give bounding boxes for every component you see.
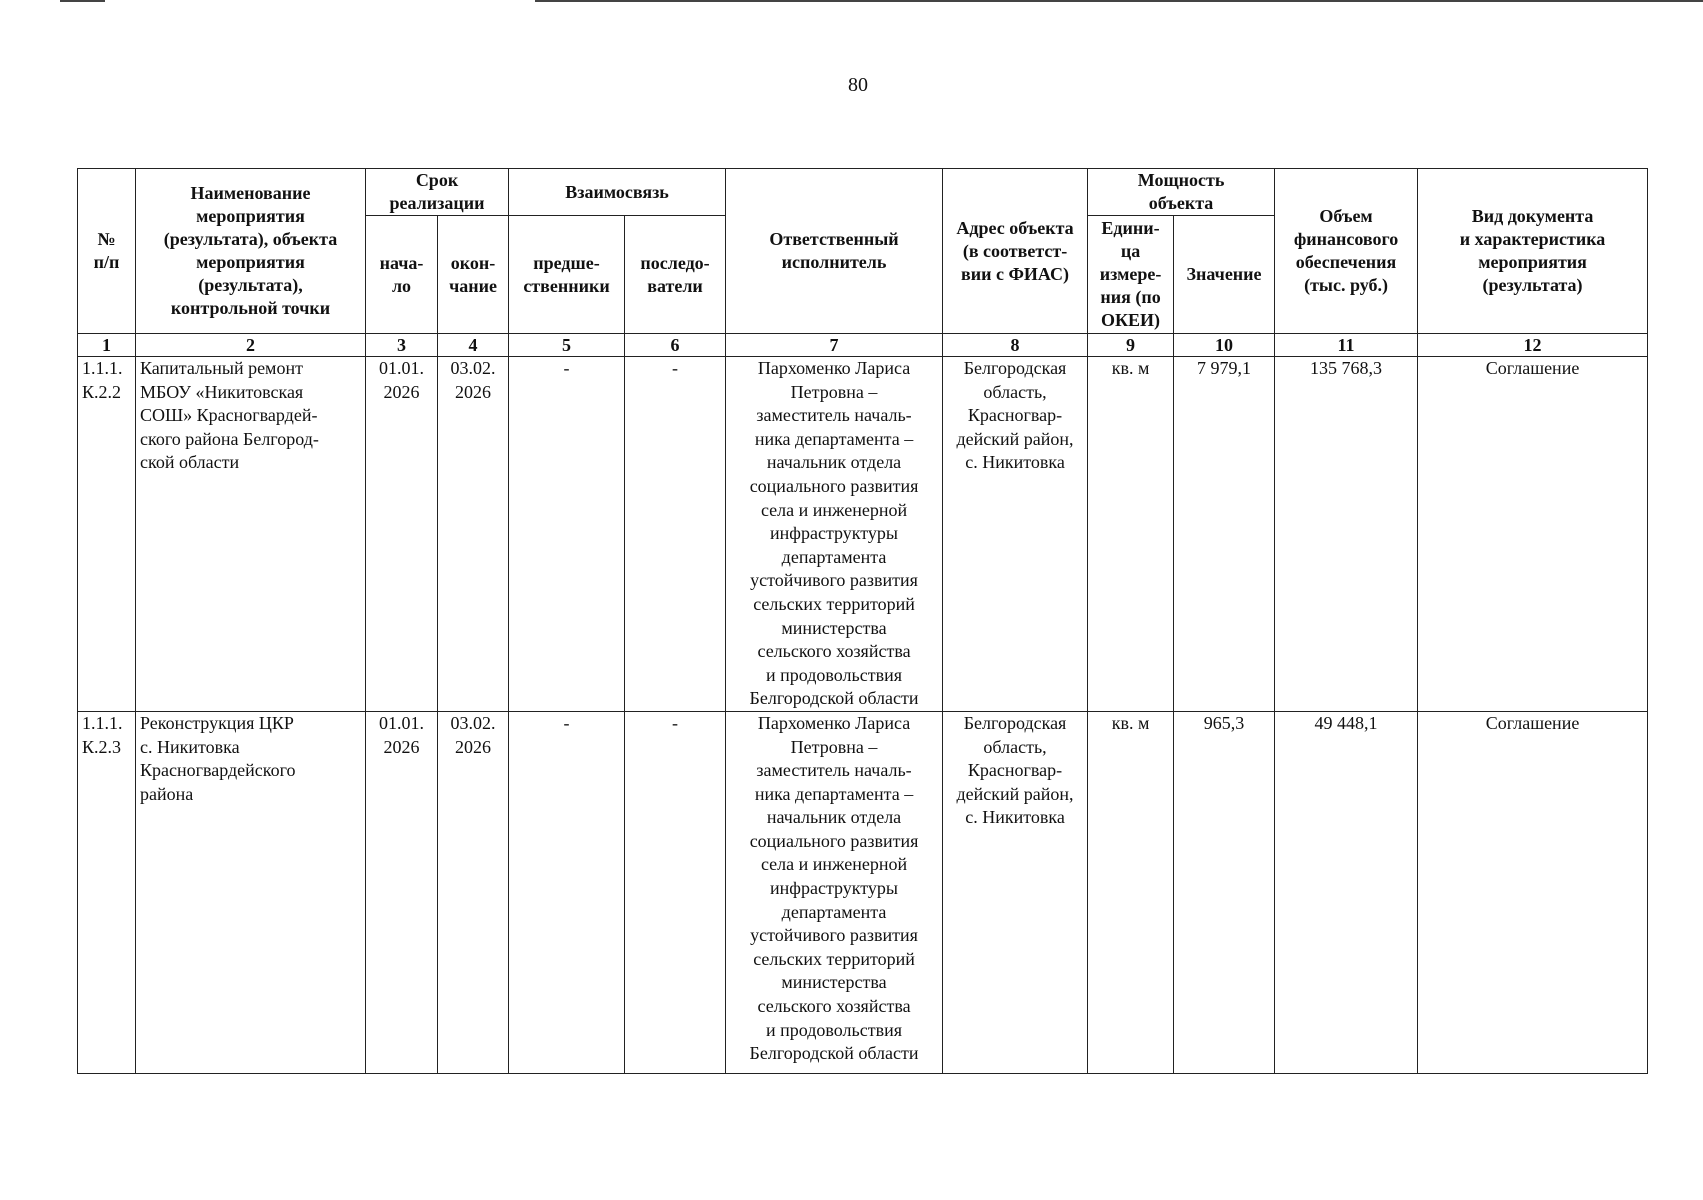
implementation-plan-table xyxy=(77,168,1648,1074)
header-finance: Объем финансового обеспечения (тыс. руб.) xyxy=(1275,169,1418,334)
header-term-start: нача- ло xyxy=(366,216,438,334)
header-num: № п/п xyxy=(78,169,136,334)
column-number: 4 xyxy=(438,334,509,357)
header-term-end: окон- чание xyxy=(438,216,509,334)
end-date: 03.02. 2026 xyxy=(438,711,509,1073)
column-number: 11 xyxy=(1275,334,1418,357)
column-number: 12 xyxy=(1418,334,1648,357)
object-address: Белгородская область, Красногвар- дейский район, с. Никитовка xyxy=(943,711,1088,1073)
column-number: 6 xyxy=(625,334,726,357)
table-row xyxy=(78,357,1648,712)
header-capacity-unit: Едини- ца измере- ния (по ОКЕИ) xyxy=(1088,216,1174,334)
row-number: 1.1.1. К.2.2 xyxy=(78,357,136,712)
document-type: Соглашение xyxy=(1418,357,1648,712)
responsible-executor: Пархоменко Лариса Петровна – заместитель началь- ника департамента – начальник отдела социального развития села и инженерной инфраструктуры департамента устойчивого развития сельских территорий министерства сельского хозяйства и продовольствия Белгородской области xyxy=(726,711,943,1073)
header-link-next: последо- ватели xyxy=(625,216,726,334)
header-name: Наименование мероприятия (результата), объекта мероприятия (результата), контрольной точки xyxy=(136,169,366,334)
responsible-executor: Пархоменко Лариса Петровна – заместитель началь- ника департамента – начальник отдела социального развития села и инженерной инфраструктуры департамента устойчивого развития сельских территорий министерства сельского хозяйства и продовольствия Белгородской области xyxy=(726,357,943,712)
capacity-unit: кв. м xyxy=(1088,711,1174,1073)
page-number: 80 xyxy=(848,74,868,96)
header-capacity-value: Значение xyxy=(1174,216,1275,334)
top-rule-right xyxy=(535,0,1703,2)
column-number: 1 xyxy=(78,334,136,357)
column-number: 10 xyxy=(1174,334,1275,357)
document-type: Соглашение xyxy=(1418,711,1648,1073)
capacity-value: 7 979,1 xyxy=(1174,357,1275,712)
finance-amount: 49 448,1 xyxy=(1275,711,1418,1073)
column-number: 9 xyxy=(1088,334,1174,357)
column-number: 7 xyxy=(726,334,943,357)
column-number: 3 xyxy=(366,334,438,357)
column-number: 8 xyxy=(943,334,1088,357)
predecessors: - xyxy=(509,711,625,1073)
column-number: 5 xyxy=(509,334,625,357)
start-date: 01.01. 2026 xyxy=(366,357,438,712)
column-number: 2 xyxy=(136,334,366,357)
successors: - xyxy=(625,711,726,1073)
successors: - xyxy=(625,357,726,712)
activity-name: Капитальный ремонт МБОУ «Никитовская СОШ» Красногвардей- ского района Белгород- ской области xyxy=(136,357,366,712)
header-document: Вид документа и характеристика мероприятия (результата) xyxy=(1418,169,1648,334)
table-row xyxy=(78,711,1648,1073)
end-date: 03.02. 2026 xyxy=(438,357,509,712)
header-capacity: Мощность объекта xyxy=(1088,169,1275,216)
capacity-value: 965,3 xyxy=(1174,711,1275,1073)
row-number: 1.1.1. К.2.3 xyxy=(78,711,136,1073)
predecessors: - xyxy=(509,357,625,712)
finance-amount: 135 768,3 xyxy=(1275,357,1418,712)
header-link-prev: предше- ственники xyxy=(509,216,625,334)
capacity-unit: кв. м xyxy=(1088,357,1174,712)
top-rule-left xyxy=(60,0,105,2)
activity-name: Реконструкция ЦКР с. Никитовка Красногвардейского района xyxy=(136,711,366,1073)
object-address: Белгородская область, Красногвар- дейский район, с. Никитовка xyxy=(943,357,1088,712)
header-responsible: Ответственный исполнитель xyxy=(726,169,943,334)
header-address: Адрес объекта (в соответст- вии с ФИАС) xyxy=(943,169,1088,334)
header-term: Срок реализации xyxy=(366,169,509,216)
header-link: Взаимосвязь xyxy=(509,169,726,216)
start-date: 01.01. 2026 xyxy=(366,711,438,1073)
